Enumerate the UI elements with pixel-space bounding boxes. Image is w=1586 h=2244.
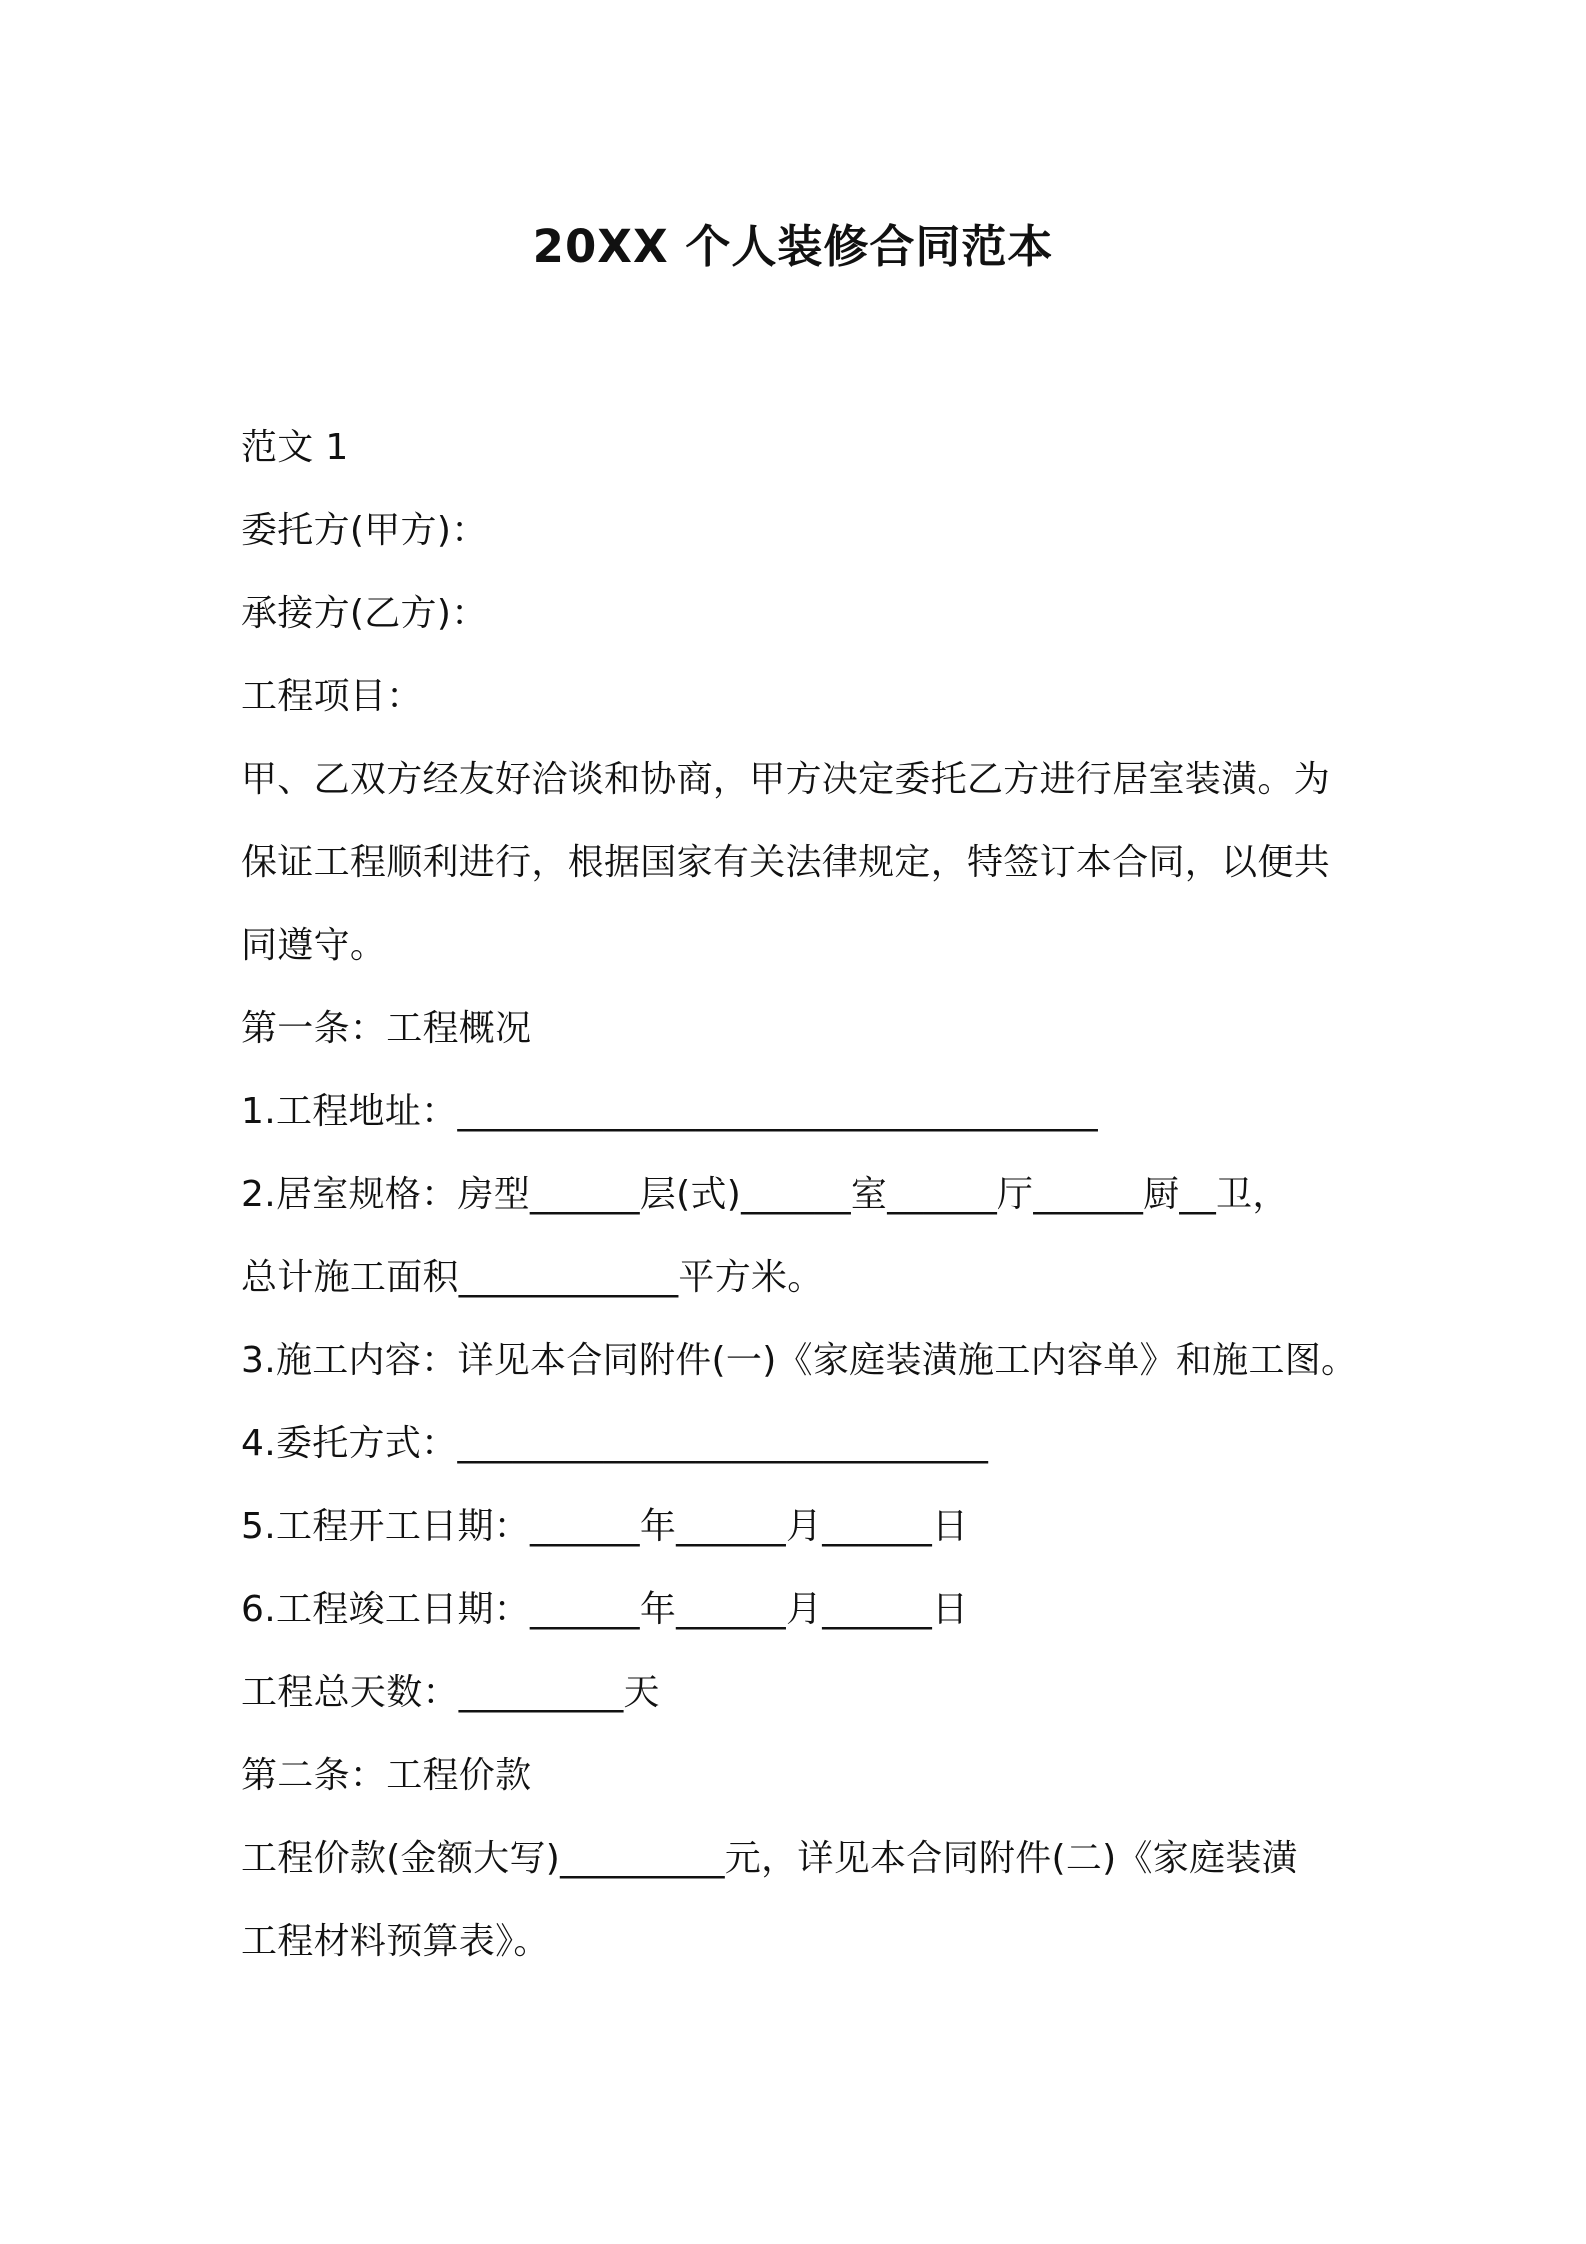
document-body [241,406,1371,1983]
sample-label: 范文 1 [241,427,349,468]
price-line: 工程价款(金额大写)_________元，详见本合同附件(二)《家庭装潢 [241,1838,1298,1879]
price-line-continued: 工程材料预算表》。 [241,1921,550,1962]
total-days-line: 工程总天数：_________天 [241,1672,660,1713]
commission-method-line: 4.委托方式：_____________________________ [241,1423,989,1464]
project-line: 工程项目： [241,676,423,717]
construction-content-line: 3.施工内容：详见本合同附件(一)《家庭装潢施工内容单》和施工图。 [241,1340,1358,1381]
paragraph-line: 保证工程顺利进行，根据国家有关法律规定，特签订本合同，以便共 [241,842,1331,883]
room-spec-line: 2.居室规格：房型______层(式)______室______厅______厨__卫， [241,1174,1289,1215]
paragraph-line: 同遵守。 [241,925,387,966]
article-2-heading: 第二条：工程价款 [241,1755,532,1796]
party-a-line: 委托方(甲方)： [241,510,488,551]
completion-date-line: 6.工程竣工日期：______年______月______日 [241,1589,969,1630]
party-b-line: 承接方(乙方)： [241,593,488,634]
area-line: 总计施工面积____________平方米。 [241,1257,824,1298]
paragraph-line: 甲、乙双方经友好洽谈和协商，甲方决定委托乙方进行居室装潢。为 [241,759,1331,800]
document-title: 20XX 个人装修合同范本 [532,220,1054,273]
start-date-line: 5.工程开工日期：______年______月______日 [241,1506,969,1547]
article-1-heading: 第一条：工程概况 [241,1008,532,1049]
address-line: 1.工程地址：___________________________________ [241,1091,1098,1132]
